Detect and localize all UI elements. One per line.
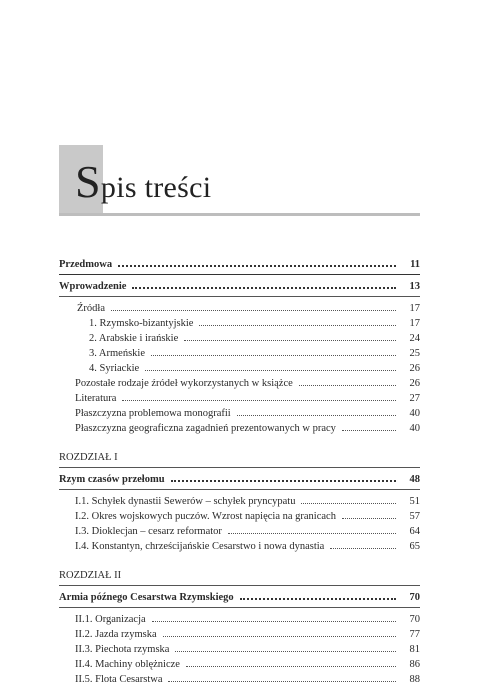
divider — [59, 296, 420, 297]
dot-leader — [163, 636, 396, 637]
toc-entry-page: 25 — [409, 348, 420, 359]
toc-entry-label: Płaszczyzna geograficzna zagadnień prezentowanych w pracy — [75, 423, 336, 434]
toc-entry-label: II.4. Machiny oblężnicze — [75, 659, 180, 670]
toc-entry-page: 26 — [409, 378, 420, 389]
toc-entry-page: 24 — [409, 333, 420, 344]
toc-entry[interactable] — [59, 406, 420, 421]
toc-entry-page: 27 — [409, 393, 420, 404]
toc-entry-page: 77 — [409, 629, 420, 640]
toc-entry-label: Wprowadzenie — [59, 281, 127, 292]
toc-entry[interactable] — [59, 672, 420, 687]
toc-entry-label: 3. Armeńskie — [89, 348, 145, 359]
toc-entry[interactable] — [59, 657, 420, 672]
dot-leader — [175, 651, 396, 652]
toc-entry-page: 40 — [409, 423, 420, 434]
divider — [59, 489, 420, 490]
toc-entry-page: 40 — [409, 408, 420, 419]
dot-leader — [342, 430, 396, 431]
toc-entry-page: 11 — [410, 259, 420, 270]
toc-entry-page: 88 — [409, 674, 420, 685]
dot-leader — [299, 385, 396, 386]
toc-entry-page: 86 — [409, 659, 420, 670]
toc-entry-page: 81 — [409, 644, 420, 655]
toc-entry-page: 51 — [409, 496, 420, 507]
divider — [59, 467, 420, 468]
toc-entry-label: Armia późnego Cesarstwa Rzymskiego — [59, 592, 234, 603]
dot-leader — [237, 415, 396, 416]
toc-entry-wprowadzenie[interactable] — [59, 279, 420, 294]
toc-entry-label: II.3. Piechota rzymska — [75, 644, 170, 655]
toc-entry-label: Literatura — [75, 393, 117, 404]
title-rest: pis treści — [100, 171, 212, 204]
title-underline — [59, 213, 420, 216]
toc-entry-page: 26 — [409, 363, 420, 374]
dot-leader — [301, 503, 396, 504]
toc-entry-label: I.4. Konstantyn, chrześcijańskie Cesarstwo i nowa dynastia — [75, 541, 325, 552]
toc-entry-chapter-1[interactable] — [59, 472, 420, 487]
dot-leader — [184, 340, 396, 341]
toc-entry-page: 57 — [409, 511, 420, 522]
toc-entry-page: 65 — [409, 541, 420, 552]
page-title — [75, 156, 212, 210]
toc-entry[interactable] — [59, 642, 420, 657]
dot-leader — [145, 370, 396, 371]
toc-entry-chapter-2[interactable] — [59, 590, 420, 605]
toc-entry-page: 17 — [409, 303, 420, 314]
toc-entry[interactable] — [59, 627, 420, 642]
dot-leader — [199, 325, 396, 326]
toc-entry[interactable] — [59, 376, 420, 391]
title-first-letter: S — [75, 156, 101, 207]
dot-leader — [122, 400, 396, 401]
dot-leader — [111, 310, 396, 311]
chapter-heading: ROZDZIAŁ I — [59, 452, 118, 463]
toc-entry[interactable] — [59, 316, 420, 331]
toc-entry-label: I.1. Schyłek dynastii Sewerów – schyłek pryncypatu — [75, 496, 296, 507]
toc-entry-page: 70 — [409, 614, 420, 625]
toc-entry-label: 4. Syriackie — [89, 363, 140, 374]
toc-entry-page: 64 — [409, 526, 420, 537]
toc-entry[interactable] — [59, 361, 420, 376]
divider — [59, 607, 420, 608]
dot-leader — [342, 518, 396, 519]
toc-entry[interactable] — [59, 346, 420, 361]
toc-entry[interactable] — [59, 391, 420, 406]
toc-entry-label: 2. Arabskie i irańskie — [89, 333, 179, 344]
toc-entry-label: Przedmowa — [59, 259, 113, 270]
dot-leader — [228, 533, 396, 534]
toc-entry[interactable] — [59, 524, 420, 539]
toc-entry[interactable] — [59, 494, 420, 509]
chapter-heading: ROZDZIAŁ II — [59, 570, 122, 581]
divider — [59, 585, 420, 586]
toc-entry-label: Pozostałe rodzaje źródeł wykorzystanych w książce — [75, 378, 293, 389]
dot-leader — [168, 681, 396, 682]
toc-entry-label: Rzym czasów przełomu — [59, 474, 165, 485]
toc-entry[interactable] — [59, 331, 420, 346]
toc-entry[interactable] — [59, 539, 420, 554]
toc-entry-label: II.5. Flota Cesarstwa — [75, 674, 163, 685]
dot-leader — [151, 355, 396, 356]
toc-entry-label: Źródła — [77, 303, 105, 314]
toc-entry-page: 17 — [409, 318, 420, 329]
toc-entry-label: 1. Rzymsko-bizantyjskie — [89, 318, 194, 329]
toc-entry-page: 70 — [409, 592, 420, 603]
toc-entry-label: II.2. Jazda rzymska — [75, 629, 157, 640]
table-of-contents — [59, 257, 420, 687]
toc-entry-label: II.1. Organizacja — [75, 614, 146, 625]
dot-leader — [171, 480, 396, 482]
toc-entry[interactable] — [59, 421, 420, 436]
toc-entry-page: 13 — [409, 281, 420, 292]
dot-leader — [330, 548, 396, 549]
toc-entry-przedmowa[interactable] — [59, 257, 420, 272]
toc-entry-label: I.2. Okres wojskowych puczów. Wzrost napięcia na granicach — [75, 511, 336, 522]
dot-leader — [186, 666, 396, 667]
toc-entry-page: 48 — [409, 474, 420, 485]
divider — [59, 274, 420, 275]
toc-entry[interactable] — [59, 509, 420, 524]
dot-leader — [118, 265, 396, 267]
toc-entry-label: I.3. Dioklecjan – cesarz reformator — [75, 526, 222, 537]
toc-entry-label: Płaszczyzna problemowa monografii — [75, 408, 231, 419]
toc-entry[interactable] — [59, 301, 420, 316]
dot-leader — [152, 621, 396, 622]
dot-leader — [132, 287, 396, 289]
dot-leader — [240, 598, 396, 600]
toc-entry[interactable] — [59, 612, 420, 627]
